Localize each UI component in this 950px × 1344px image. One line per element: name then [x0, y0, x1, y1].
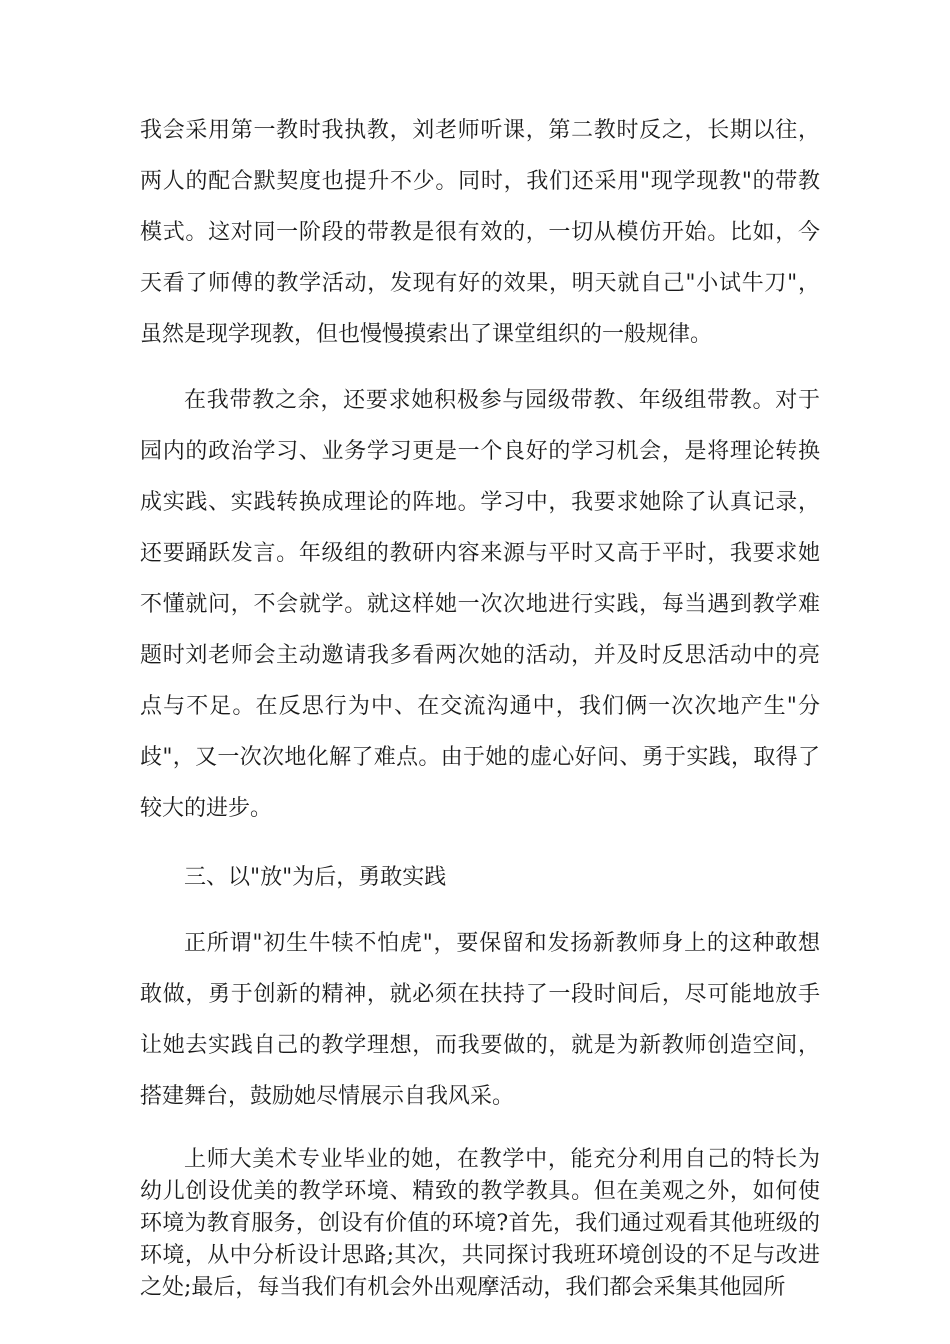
- paragraph-gap: [140, 834, 820, 852]
- paragraph-2: 在我带教之余，还要求她积极参与园级带教、年级组带教。对于园内的政治学习、业务学习更是一个良好的学习机会，是将理论转换成实践、实践转换成理论的阵地。学习中，我要求她除了认真记录，还要踊跃发言。年级组的教研内容来源与平时又高于平时，我要求她不懂就问，不会就学。就这样她一次次地进行实践，每当遇到教学难题时刘老师会主动邀请我多看两次她的活动，并及时反思活动中的亮点与不足。在反思行为中、在交流沟通中，我们俩一次次地产生"分歧"，又一次次地化解了难点。由于她的虚心好问、勇于实践，取得了较大的进步。: [140, 388, 820, 821]
- document-body: [140, 105, 820, 1304]
- paragraph-3: 正所谓"初生牛犊不怕虎"，要保留和发扬新教师身上的这种敢想敢做，勇于创新的精神，就必须在扶持了一段时间后，尽可能地放手让她去实践自己的教学理想，而我要做的，就是为新教师创造空间，搭建舞台，鼓励她尽情展示自我风采。: [140, 931, 820, 1109]
- paragraph-4: 上师大美术专业毕业的她，在教学中，能充分利用自己的特长为幼儿创设优美的教学环境、精致的教学教具。但在美观之外，如何使环境为教育服务，创设有价值的环境?首先，我们通过观看其他班级的环境，从中分析设计思路;其次，共同探讨我班环境创设的不足与改进之处;最后，每当我们有机会外出观摩活动，我们都会采集其他园所: [140, 1147, 820, 1300]
- paragraph-gap: [140, 1122, 820, 1144]
- paragraph-gap: [140, 360, 820, 375]
- paragraph-gap: [140, 903, 820, 918]
- section-heading-3: 三、以"放"为后，勇敢实践: [184, 865, 447, 890]
- paragraph-1: 我会采用第一教时我执教，刘老师听课，第二教时反之，长期以往，两人的配合默契度也提升不少。同时，我们还采用"现学现教"的带教模式。这对同一阶段的带教是很有效的，一切从模仿开始。比如，今天看了师傅的教学活动，发现有好的效果，明天就自己"小试牛刀"，虽然是现学现教，但也慢慢摸索出了课堂组织的一般规律。: [140, 118, 820, 347]
